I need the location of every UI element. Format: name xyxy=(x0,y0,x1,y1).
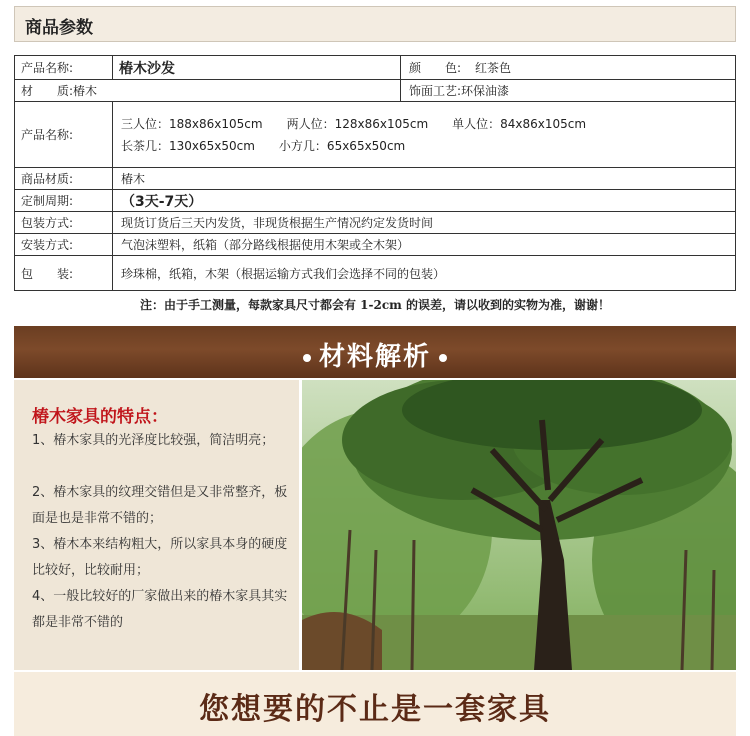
ship-value: 现货订货后三天内发货，非现货根据生产情况约定发货时间 xyxy=(121,216,434,230)
name-value: 椿木沙发 xyxy=(119,60,175,77)
bullet-dot-icon xyxy=(303,354,311,362)
table-row xyxy=(15,256,735,290)
table-row xyxy=(15,234,735,256)
table-row xyxy=(15,56,735,80)
custom-value: （3天-7天） xyxy=(121,193,203,210)
material-value: 椿木 xyxy=(73,84,98,98)
bullet-dot-icon xyxy=(439,354,447,362)
finish-value: 环保油漆 xyxy=(461,84,510,98)
measurement-note: 注：由于手工测量，每款家具尺寸都会有 1-2cm 的误差，请以收到的实物为准，谢谢！ xyxy=(139,298,611,312)
table-row xyxy=(15,190,735,212)
pack-label: 包 装: xyxy=(15,256,113,290)
sizes-line-1: 三人位：188x86x105cm 两人位：128x86x105cm 单人位：84x86x105cm xyxy=(121,116,587,131)
table-row xyxy=(15,212,735,234)
color-label: 颜 色: xyxy=(409,61,462,75)
params-title: 商品参数 xyxy=(25,18,93,38)
goods-material-value: 椿木 xyxy=(121,172,146,186)
params-table xyxy=(14,55,736,291)
size-label: 产品名称: xyxy=(15,102,113,167)
goods-material-label: 商品材质: xyxy=(15,168,113,189)
feature-item: 2、椿木家具的纹理交错但是又非常整齐，板面是也是非常不错的； xyxy=(32,485,288,526)
install-value: 气泡沫塑料，纸箱（部分路线根据使用木架或全木架） xyxy=(121,238,410,252)
table-row xyxy=(15,80,735,102)
table-row xyxy=(15,168,735,190)
features-panel xyxy=(14,380,299,670)
custom-label: 定制周期: xyxy=(15,190,113,211)
footer-slogan: 您想要的不止是一套家具 xyxy=(199,692,551,727)
banner-title: 材料解析 xyxy=(318,342,431,372)
name-label: 产品名称: xyxy=(15,56,113,79)
tree-photo xyxy=(302,380,736,670)
sizes-line-2: 长茶几：130x65x50cm 小方几：65x65x50cm xyxy=(121,138,406,153)
feature-item: 1、椿木家具的光泽度比较强，简洁明亮； xyxy=(32,433,275,448)
features-heading: 椿木家具的特点： xyxy=(32,407,168,427)
color-value: 红茶色 xyxy=(475,61,512,75)
pack-value: 珍珠棉，纸箱，木架（根据运输方式我们会选择不同的包装） xyxy=(121,266,446,281)
feature-item: 4、一般比较好的厂家做出来的椿木家具其实都是非常不错的 xyxy=(32,589,288,630)
install-label: 安装方式: xyxy=(15,234,113,255)
table-row xyxy=(15,102,735,168)
banner-title-wrap xyxy=(14,336,736,373)
ship-label: 包装方式: xyxy=(15,212,113,233)
section-banner xyxy=(14,326,736,378)
params-header xyxy=(14,6,736,42)
tree-illustration xyxy=(302,380,736,670)
footer-banner xyxy=(14,672,736,736)
feature-item: 3、椿木本来结构粗大，所以家具本身的硬度比较好，比较耐用； xyxy=(32,537,288,578)
material-label: 材 质: xyxy=(21,84,74,98)
finish-label: 饰面工艺: xyxy=(409,84,462,98)
